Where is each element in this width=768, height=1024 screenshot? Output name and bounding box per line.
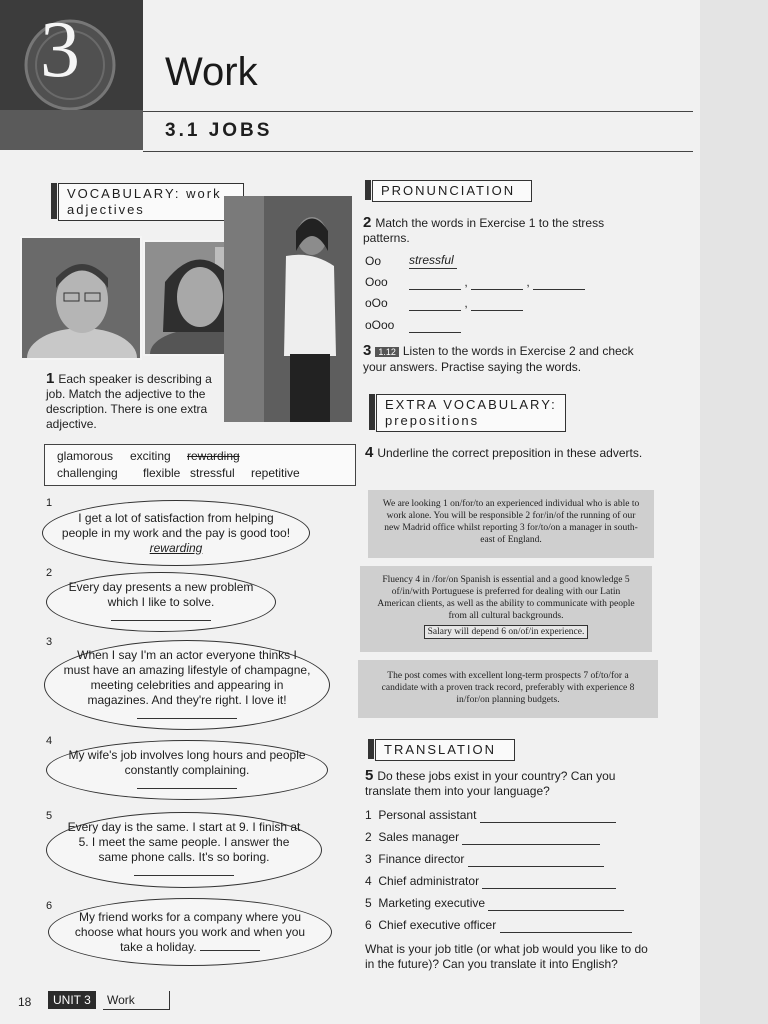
answer-blank[interactable] [409,310,461,311]
exercise-3-text: Listen to the words in Exercise 2 and check your answers. Practise saying the words. [363,344,634,374]
job-number: 1 [365,808,372,822]
answer-blank[interactable] [134,875,234,876]
pronunciation-heading [372,180,532,202]
speech-bubble-5 [46,812,322,888]
stress-pattern-ooo: Ooo , , [365,275,585,290]
job-item-1 [365,808,616,823]
exercise-2-text: Match the words in Exercise 1 to the stress patterns. [363,216,605,245]
bubble-number: 5 [46,810,53,822]
divider [143,151,693,152]
photo-man [20,236,142,360]
job-title: Sales manager [378,830,460,844]
exercise-5-instruction [365,768,655,799]
stress-pattern-label: oOoo [365,318,395,332]
answer-blank[interactable] [137,788,237,789]
unit-title: Work [165,50,258,94]
bubble-5-text: Every day is the same. I start at 9. I finish at 5. I meet the same people. I answer the same phone calls. It's so boring. [67,820,301,864]
translation-heading-text: TRANSLATION [384,742,497,757]
exercise-2-number: 2 [363,214,372,231]
word-rewarding: rewarding [187,449,240,463]
job-advert-3 [358,660,658,718]
exercise-2-instruction [363,215,653,246]
answer-blank[interactable] [488,910,624,911]
bubble-number: 1 [46,497,53,509]
bubble-1-text: I get a lot of satisfaction from helping people in my work and the pay is good too! [61,510,291,540]
bubble-number: 6 [46,900,53,912]
bubble-1-answer: rewarding [149,540,203,555]
job-number: 3 [365,852,372,866]
exercise-4-number: 4 [365,444,374,461]
footer-unit-badge: UNIT 3 [48,991,96,1009]
word-glamorous: glamorous [57,449,114,463]
job-title: Chief executive officer [378,918,497,932]
adjective-word-box [44,444,356,486]
word-flexible: flexible [143,466,181,480]
answer-blank[interactable] [482,888,616,889]
job-advert-1 [368,490,654,558]
bubble-2-text: Every day presents a new problem which I like to solve. [68,579,254,609]
answer-blank[interactable] [468,866,604,867]
job-item-3 [365,852,604,867]
exercise-3-number: 3 [363,342,372,359]
speech-bubble-6 [48,898,332,966]
answer-blank[interactable] [111,620,211,621]
job-title: Marketing executive [378,896,486,910]
word-challenging: challenging [57,466,118,480]
job-advert-1-text: We are looking 1 on/for/to an experienced individual who is able to work alone. You will be responsible 2 for/in/of the running of our new Madrid office whilst reporting 3 for/to/on a manager in south-east of England. [382,499,640,545]
answer-blank[interactable] [409,289,461,290]
answer-blank[interactable] [200,950,260,951]
unit-number: 3 [40,6,80,94]
bubble-number: 2 [46,567,53,579]
word-exciting: exciting [130,449,171,463]
stress-pattern-label: oOo [365,296,388,310]
job-item-6 [365,918,632,933]
answer-blank[interactable] [471,310,523,311]
speech-bubble-4 [46,740,328,800]
answer-blank[interactable] [471,289,523,290]
stress-pattern-label: Oo [365,254,382,268]
vocabulary-heading [58,183,244,221]
exercise-4-text: Underline the correct preposition in these adverts. [377,446,643,460]
bubble-4-text: My wife's job involves long hours and people constantly complaining. [68,747,306,777]
job-number: 2 [365,830,372,844]
answer-blank[interactable] [480,822,616,823]
extra-vocabulary-heading-line2: prepositions [385,413,480,428]
speech-bubble-3 [44,640,330,730]
extra-vocabulary-heading-line1: EXTRA VOCABULARY: [385,397,557,412]
exercise-4-instruction [365,445,655,461]
stress-pattern-label: Ooo [365,275,388,289]
vocabulary-heading-line2: adjectives [67,202,145,217]
answer-blank[interactable] [533,289,585,290]
job-title: Finance director [378,852,465,866]
speech-bubble-2 [46,572,276,632]
job-advert-2-salary: Salary will depend 6 on/of/in experience. [424,625,589,639]
job-number: 5 [365,896,372,910]
job-number: 6 [365,918,372,932]
exercise-5-number: 5 [365,767,374,784]
translation-heading [375,739,515,761]
answer-blank[interactable] [500,932,632,933]
audio-track-badge[interactable]: 1.12 [375,347,399,357]
bubble-3-text: When I say I'm an actor everyone thinks I must have an amazing lifestyle of champagne, meeting celebrities and appearing in magazines. And they're right. I love it! [63,647,311,707]
answer-blank[interactable] [462,844,600,845]
word-stressful: stressful [190,466,235,480]
bubble-6-text: My friend works for a company where you choose what hours you work and when you take a holiday. [74,909,306,954]
exercise-5-text: Do these jobs exist in your country? Can you translate them into your language? [365,769,616,798]
answer-blank[interactable] [409,332,461,333]
job-number: 4 [365,874,372,888]
speech-bubble-1 [42,500,310,566]
job-advert-2-text: Fluency 4 in /for/on Spanish is essential and a good knowledge 5 of/in/with Portuguese is preferred for dealing with our Latin American clients, as well as the ability to communicate with people from all cultural backgrounds. [377,575,635,621]
section-title: 3.1 JOBS [165,120,273,141]
stress-pattern-oo [365,253,457,269]
exercise-3-instruction [363,343,653,375]
exercise-1-number: 1 [46,370,55,387]
closing-question: What is your job title (or what job would you like to do in the future)? Can you translate it into English? [365,942,648,971]
job-item-2 [365,830,600,845]
job-advert-2 [360,566,652,652]
job-item-5 [365,896,624,911]
job-title: Chief administrator [378,874,480,888]
divider [143,111,693,112]
stress-pattern-answer: stressful [409,253,457,269]
exercise-1-text: Each speaker is describing a job. Match the adjective to the description. There is one extra adjective. [46,372,212,431]
job-item-4 [365,874,616,889]
answer-blank[interactable] [137,718,237,719]
bubble-number: 3 [46,636,53,648]
stress-pattern-oOo: oOo , [365,296,523,311]
unit-banner [0,0,143,110]
stress-pattern-oOoo [365,318,461,333]
exercise-1-instruction [46,371,222,432]
extra-vocabulary-heading [376,394,566,432]
photo-actress [224,196,352,422]
pronunciation-heading-text: PRONUNCIATION [381,183,516,198]
footer-title: Work [103,991,170,1010]
job-title: Personal assistant [378,808,477,822]
page-number: 18 [18,995,32,1009]
vocabulary-heading-line1: VOCABULARY: work [67,186,222,201]
word-repetitive: repetitive [251,466,300,480]
job-advert-3-text: The post comes with excellent long-term prospects 7 of/to/for a candidate with a proven track record, preferably with experience 8 in/for/on planning budgets. [381,671,635,705]
bubble-number: 4 [46,735,53,747]
